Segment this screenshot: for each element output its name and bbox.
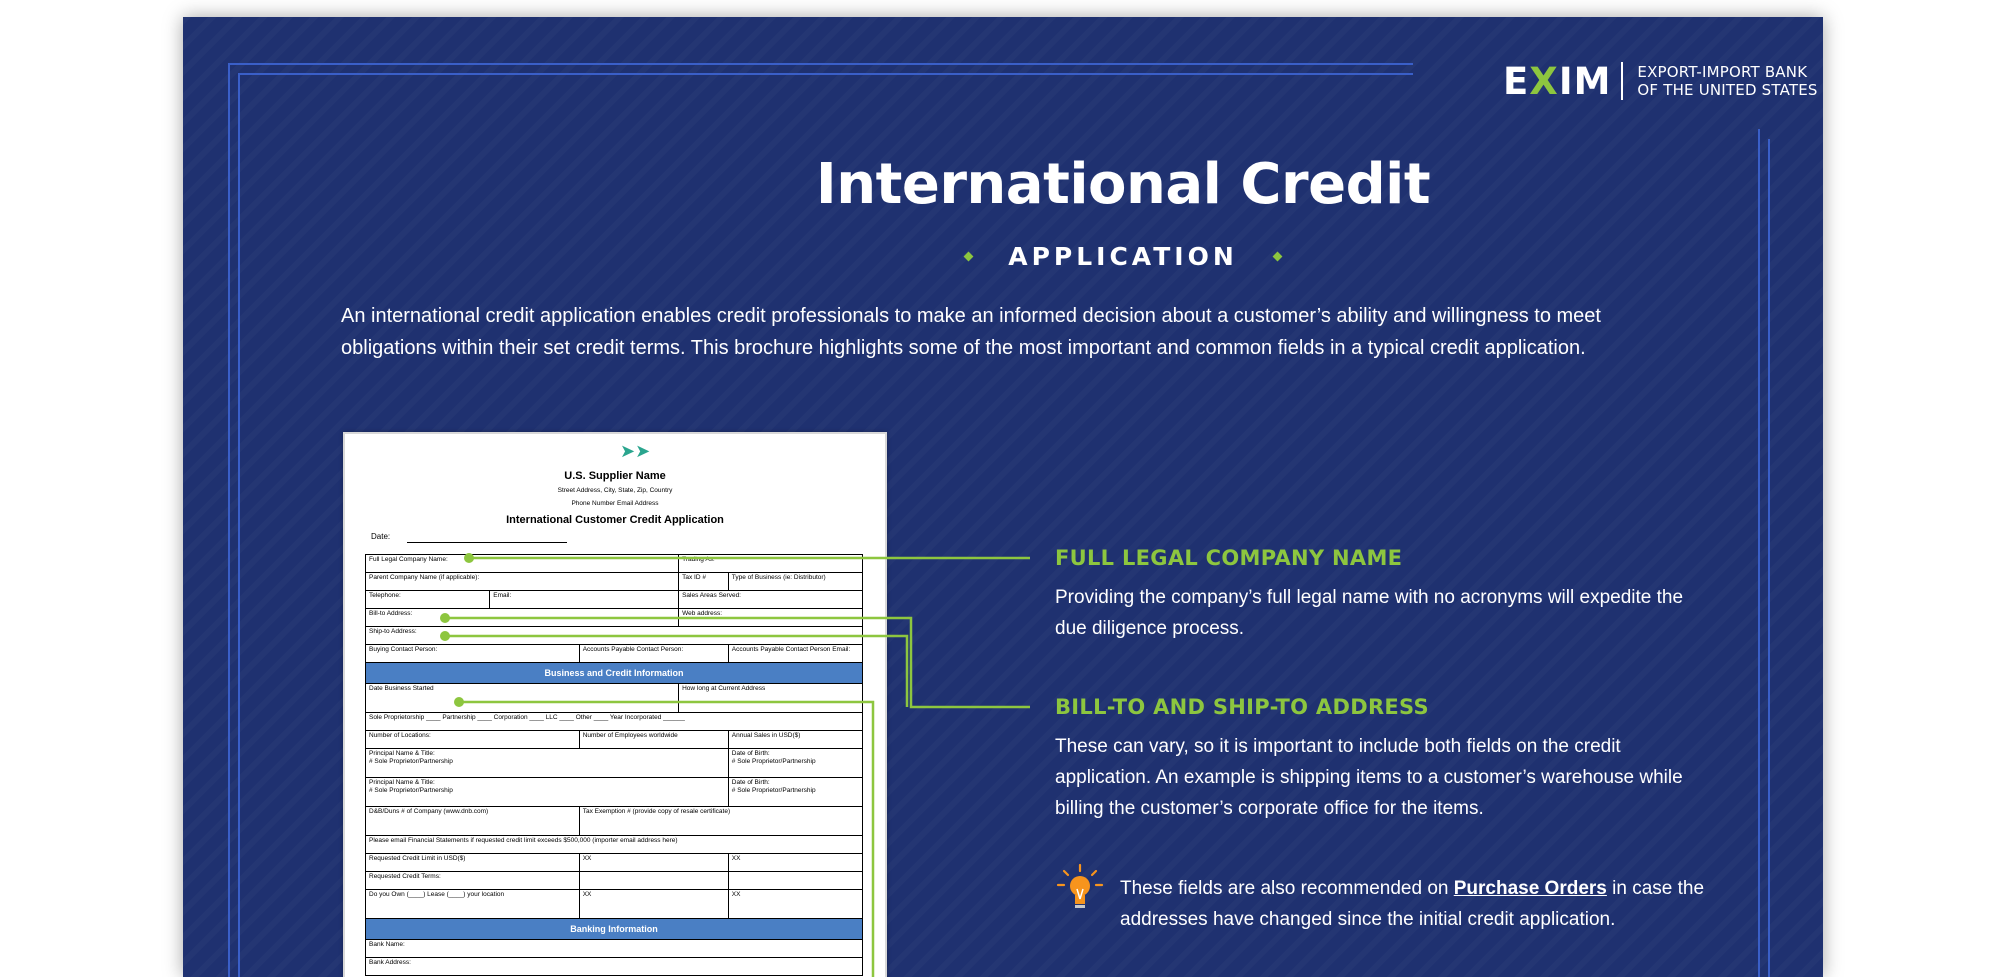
tip-paragraph xyxy=(1120,873,1720,935)
logo-divider xyxy=(1621,62,1623,100)
form-cell-subtext: # Sole Proprietor/Partnership xyxy=(731,758,816,765)
form-cell-text: Date of Birth: xyxy=(731,750,770,757)
table-row xyxy=(366,958,863,976)
form-date-label: Date: xyxy=(371,532,391,541)
frame-line-right-outer xyxy=(1758,129,1760,977)
form-cell: Sales Areas Served: xyxy=(679,591,863,609)
callout-body-full-legal-name: Providing the company’s full legal name with no acronyms will expedite the due diligence process. xyxy=(1055,587,1684,639)
form-cell: Trading As: xyxy=(679,555,863,573)
logo-text-line-1: EXPORT-IMPORT BANK xyxy=(1637,63,1808,81)
supplier-logo-icon: ➤➤ xyxy=(620,441,651,461)
table-row xyxy=(366,919,863,940)
form-cell xyxy=(728,872,862,890)
brochure-page xyxy=(183,17,1823,977)
form-cell: Sole Proprietorship ____ Partnership ____ Corporation ____ LLC ____ Other ____ Year Incorporated ______ xyxy=(366,713,863,731)
form-cell: Bill-to Address: xyxy=(366,609,679,627)
form-cell xyxy=(366,749,729,778)
form-cell: Web address: xyxy=(679,609,863,627)
frame-line-top-outer xyxy=(228,63,1413,65)
form-cell xyxy=(728,778,862,807)
form-cell: XX xyxy=(728,890,862,919)
table-row xyxy=(366,854,863,872)
table-row xyxy=(366,749,863,778)
purchase-orders-link[interactable]: Purchase Orders xyxy=(1453,878,1607,899)
frame-line-top-inner xyxy=(238,73,1413,75)
exim-logo-mark: EXIM xyxy=(1503,59,1612,103)
table-row xyxy=(366,713,863,731)
page-title: International Credit xyxy=(815,152,1431,217)
form-cell-subtext: # Sole Proprietor/Partnership xyxy=(731,787,816,794)
tip-text-after: in case the addresses have changed since the initial credit application. xyxy=(1120,878,1705,930)
form-cell: Parent Company Name (if applicable): xyxy=(366,573,679,591)
form-cell-subtext: # Sole Proprietor/Partnership xyxy=(369,787,453,794)
callout-heading-bill-ship-to: BILL-TO AND SHIP-TO ADDRESS xyxy=(1055,695,1429,719)
table-row xyxy=(366,731,863,749)
exim-logo xyxy=(1503,59,1818,103)
form-cell: Please email Financial Statements if requested credit limit exceeds $500,000 (importer email address here) xyxy=(366,836,863,854)
form-title: International Customer Credit Application xyxy=(506,514,724,526)
form-cell: Email: xyxy=(490,591,679,609)
table-row xyxy=(366,872,863,890)
table-row xyxy=(366,836,863,854)
lightbulb-icon xyxy=(1055,863,1105,913)
page-subtitle xyxy=(683,239,1563,273)
form-cell: Tax ID # xyxy=(679,573,729,591)
table-row xyxy=(366,807,863,836)
tip-text-before: These fields are also recommended on xyxy=(1120,878,1454,899)
form-section-banking: Banking Information xyxy=(366,919,863,940)
diamond-bullet-icon xyxy=(964,251,974,261)
form-cell: Do you Own (____) Lease (____) your location xyxy=(366,890,580,919)
form-cell-text: Date of Birth: xyxy=(731,779,770,786)
form-cell: How long at Current Address xyxy=(679,684,863,713)
table-row xyxy=(366,573,863,591)
table-row xyxy=(366,645,863,663)
form-cell: Requested Credit Terms: xyxy=(366,872,580,890)
exim-logo-text xyxy=(1637,63,1817,99)
callout-body-bill-ship-to: These can vary, so it is important to include both fields on the credit application. An example is shipping items to a customer’s warehouse while billing the customer’s corporate office for the items. xyxy=(1055,736,1683,819)
form-cell: Number of Locations: xyxy=(366,731,580,749)
form-cell: Bank Name: xyxy=(366,940,863,958)
logo-text-line-2: OF THE UNITED STATES xyxy=(1637,81,1818,99)
form-cell xyxy=(579,872,728,890)
form-cell xyxy=(728,749,862,778)
form-cell xyxy=(366,778,729,807)
table-row xyxy=(366,609,863,627)
form-cell: XX xyxy=(579,854,728,872)
form-section-business: Business and Credit Information xyxy=(366,663,863,684)
form-cell: Bank Address: xyxy=(366,958,863,976)
form-cell: Requested Credit Limit in USD($) xyxy=(366,854,580,872)
form-cell: Buying Contact Person: xyxy=(366,645,580,663)
form-cell: Accounts Payable Contact Person Email: xyxy=(728,645,862,663)
form-cell: Full Legal Company Name: xyxy=(366,555,679,573)
table-row xyxy=(366,940,863,958)
form-cell: Number of Employees worldwide xyxy=(579,731,728,749)
table-row xyxy=(366,890,863,919)
form-table xyxy=(365,554,863,976)
form-cell: Type of Business (ie: Distributor) xyxy=(728,573,862,591)
table-row xyxy=(366,555,863,573)
table-row xyxy=(366,663,863,684)
form-cell: Telephone: xyxy=(366,591,490,609)
form-cell: XX xyxy=(579,890,728,919)
callout-heading-full-legal-name: FULL LEGAL COMPANY NAME xyxy=(1055,546,1403,570)
form-cell: Annual Sales in USD($) xyxy=(728,731,862,749)
form-cell: D&B/Duns # of Company (www.dnb.com) xyxy=(366,807,580,836)
diamond-bullet-icon xyxy=(1272,251,1282,261)
table-row xyxy=(366,591,863,609)
frame-line-left-outer xyxy=(228,63,230,977)
frame-line-right-inner xyxy=(1768,139,1770,977)
credit-application-form-preview xyxy=(343,432,887,977)
table-row xyxy=(366,778,863,807)
form-supplier-name: U.S. Supplier Name xyxy=(564,470,666,482)
frame-line-left-inner xyxy=(238,73,240,977)
form-date-line xyxy=(407,542,567,543)
form-supplier-contact: Phone Number Email Address xyxy=(571,500,659,507)
form-cell: Date Business Started xyxy=(366,684,679,713)
form-supplier-address: Street Address, City, State, Zip, Country xyxy=(557,487,673,494)
form-cell: Accounts Payable Contact Person: xyxy=(579,645,728,663)
page-subtitle-text: APPLICATION xyxy=(1008,241,1238,271)
form-cell-subtext: # Sole Proprietor/Partnership xyxy=(369,758,453,765)
form-cell: Ship-to Address: xyxy=(366,627,863,645)
table-row xyxy=(366,627,863,645)
form-cell: XX xyxy=(728,854,862,872)
form-cell-text: Principal Name & Title: xyxy=(369,779,435,786)
table-row xyxy=(366,684,863,713)
form-cell-text: Principal Name & Title: xyxy=(369,750,435,757)
form-cell: Tax Exemption # (provide copy of resale certificate) xyxy=(579,807,862,836)
intro-paragraph: An international credit application enables credit professionals to make an informed decision about a customer’s ability and willingness to meet obligations within their set credit terms. This brochure highlights some of the most important and common fields in a typical credit application. xyxy=(341,305,1601,359)
